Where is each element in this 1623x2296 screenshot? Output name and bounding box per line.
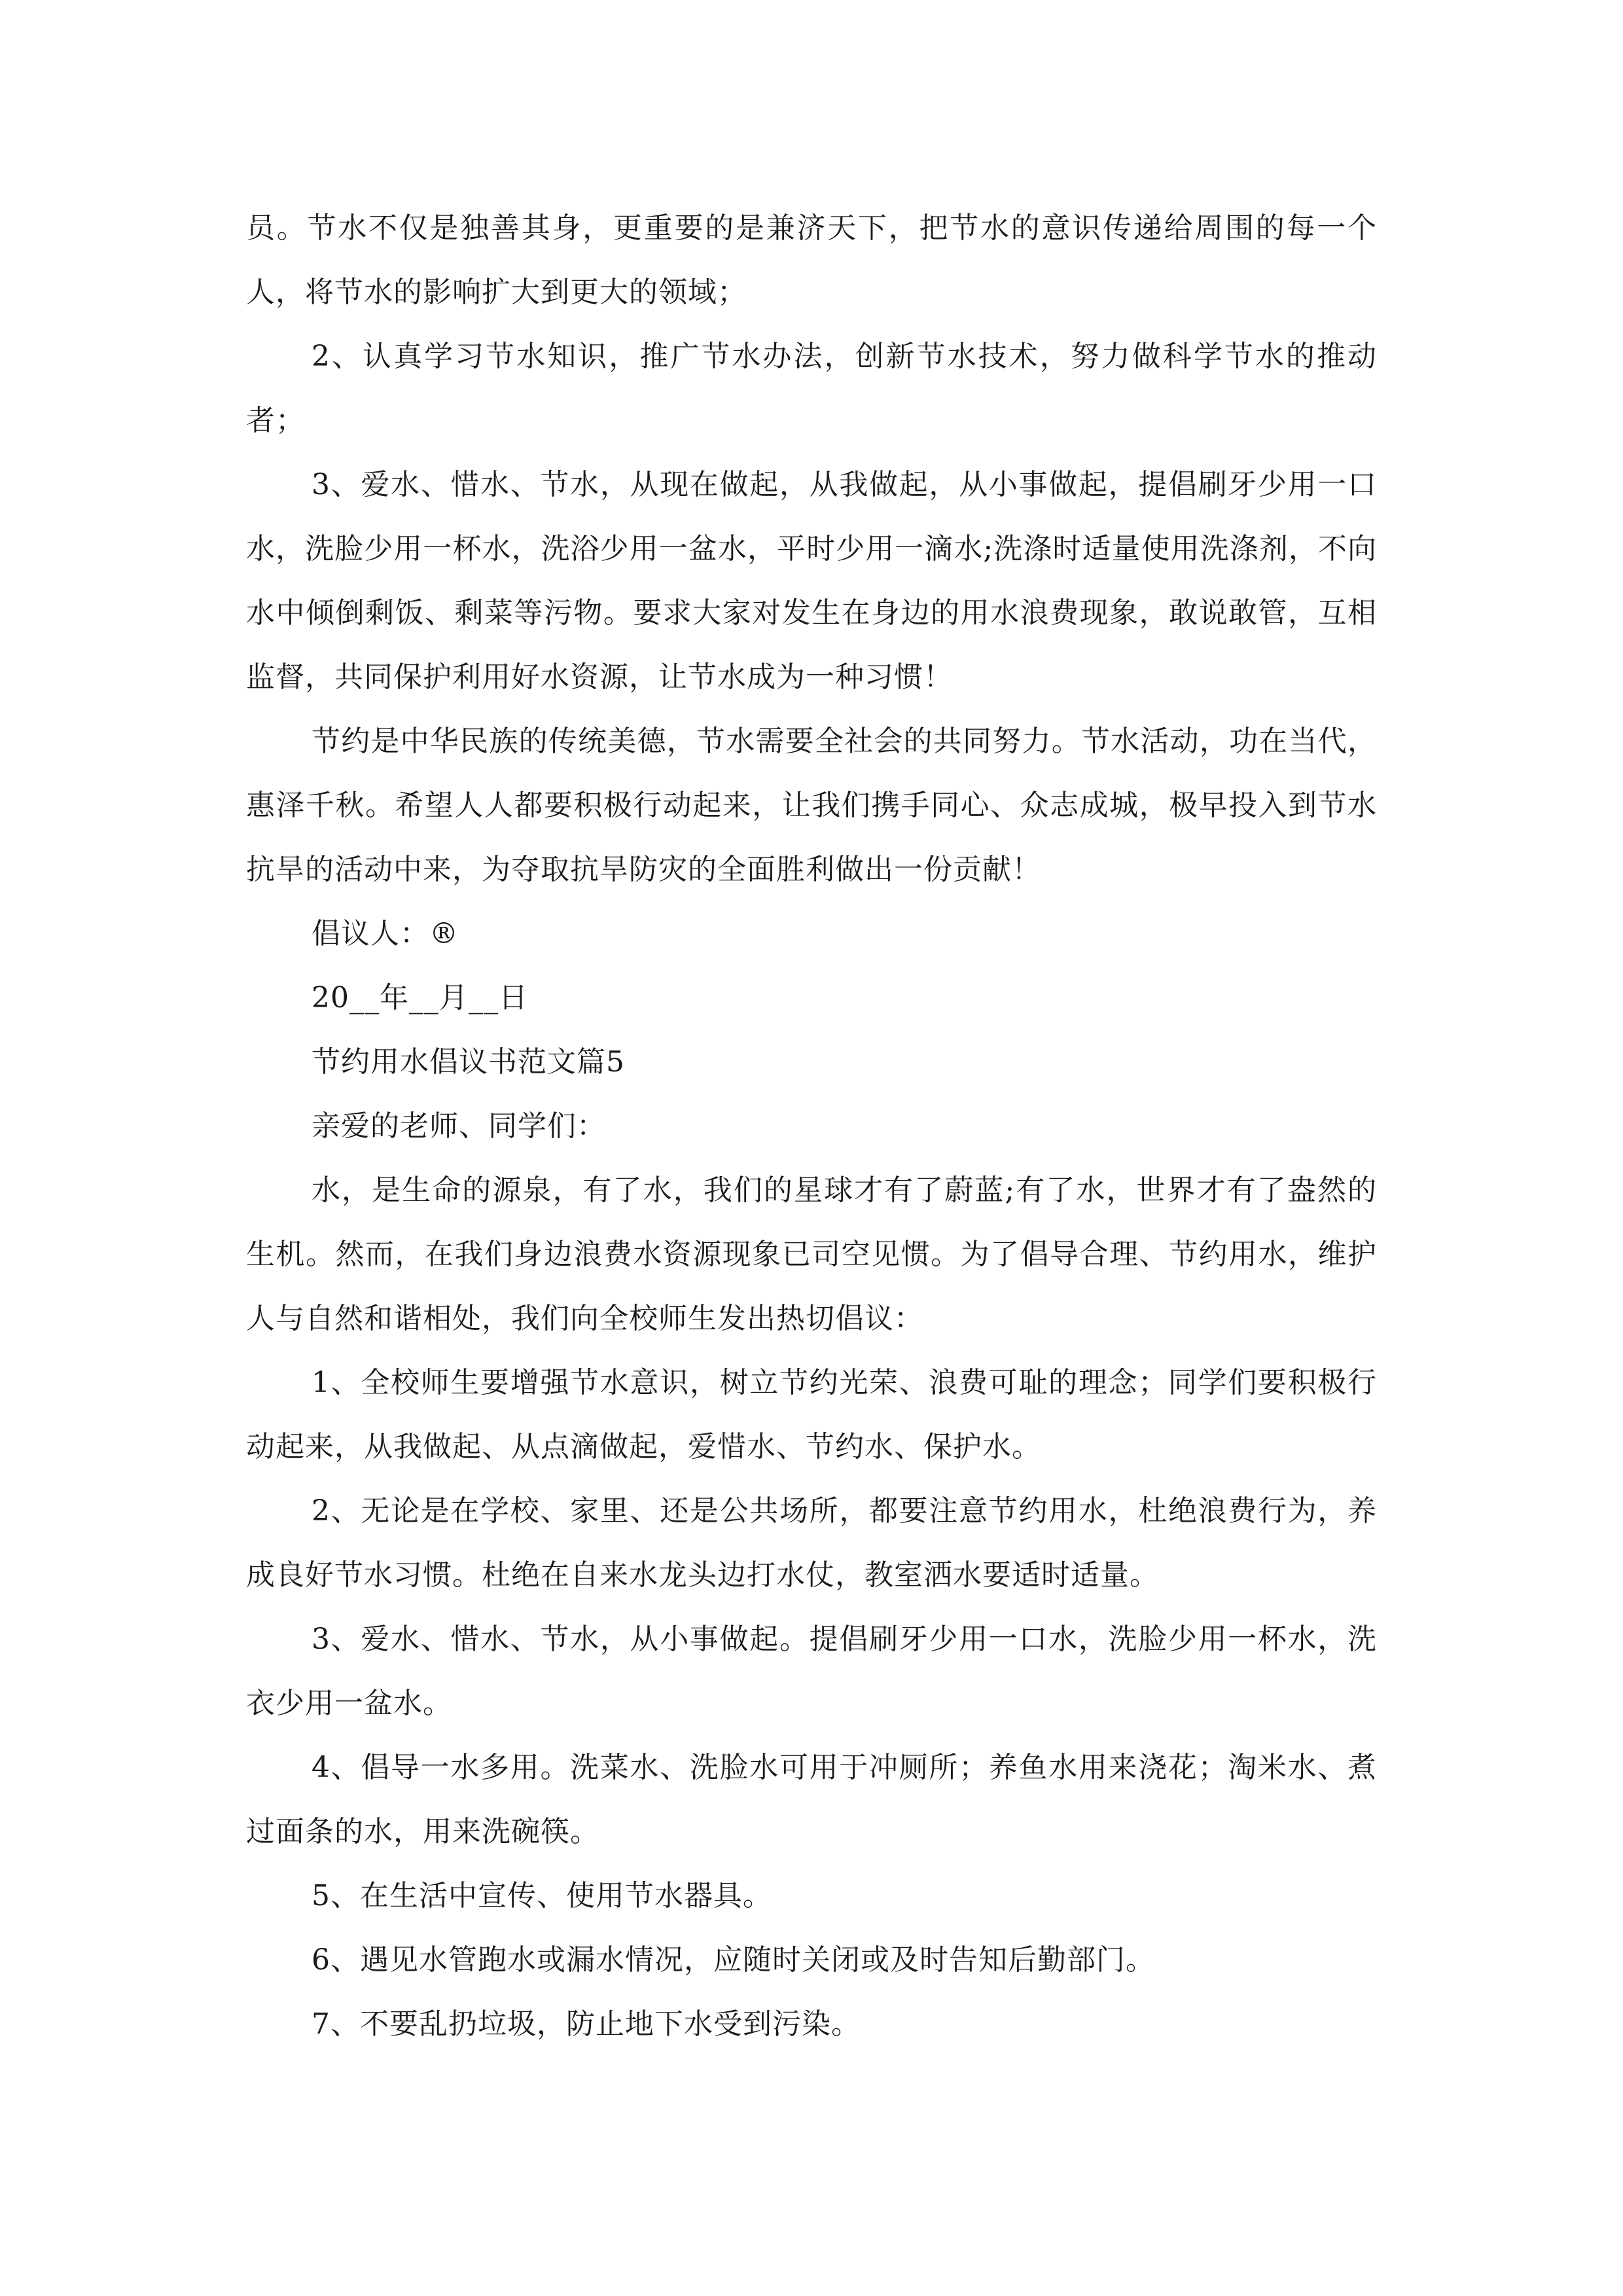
- paragraph-intro: 水，是生命的源泉，有了水，我们的星球才有了蔚蓝;有了水，世界才有了盎然的生机。然而，在我们身边浪费水资源现象已司空见惯。为了倡导合理、节约用水，维护人与自然和谐相处，我们向全校师生发出热切倡议：: [246, 1174, 1377, 1335]
- list-item-5: 5、在生活中宣传、使用节水器具。: [312, 1879, 772, 1912]
- paragraph-item-3: 3、爱水、惜水、节水，从现在做起，从我做起，从小事做起，提倡刷牙少用一口水，洗脸少用一杯水，洗浴少用一盆水，平时少用一滴水;洗涤时适量使用洗涤剂，不向水中倾倒剩饭、剩菜等污物。要求大家对发生在身边的用水浪费现象，敢说敢管，互相监督，共同保护利用好水资源，让节水成为一种习惯！: [246, 468, 1377, 694]
- date-line: 20__年__月__日: [312, 981, 528, 1014]
- document-page: [246, 196, 1377, 2056]
- list-item-4: 4、倡导一水多用。洗菜水、洗脸水可用于冲厕所；养鱼水用来浇花；淘米水、煮过面条的水，用来洗碗筷。: [246, 1751, 1377, 1848]
- list-item-6: 6、遇见水管跑水或漏水情况，应随时关闭或及时告知后勤部门。: [312, 1943, 1155, 1977]
- list-item-3: 3、爱水、惜水、节水，从小事做起。提倡刷牙少用一口水，洗脸少用一杯水，洗衣少用一盆水。: [246, 1623, 1377, 1720]
- signatory-line: 倡议人：®: [312, 917, 459, 950]
- paragraph-item-2: 2、认真学习节水知识，推广节水办法，创新节水技术，努力做科学节水的推动者；: [246, 340, 1377, 437]
- list-item-2: 2、无论是在学校、家里、还是公共场所，都要注意节约用水，杜绝浪费行为，养成良好节水习惯。杜绝在自来水龙头边打水仗，教室洒水要适时适量。: [246, 1494, 1377, 1592]
- paragraph-closing: 节约是中华民族的传统美德，节水需要全社会的共同努力。节水活动，功在当代，惠泽千秋。希望人人都要积极行动起来，让我们携手同心、众志成城，极早投入到节水抗旱的活动中来，为夺取抗旱防灾的全面胜利做出一份贡献！: [246, 725, 1377, 886]
- section-title: 节约用水倡议书范文篇5: [312, 1045, 625, 1079]
- list-item-7: 7、不要乱扔垃圾，防止地下水受到污染。: [312, 2007, 861, 2041]
- list-item-1: 1、全校师生要增强节水意识，树立节约光荣、浪费可耻的理念；同学们要积极行动起来，从我做起、从点滴做起，爱惜水、节约水、保护水。: [246, 1366, 1377, 1463]
- salutation: 亲爱的老师、同学们：: [312, 1109, 606, 1143]
- paragraph-continuation: 员。节水不仅是独善其身，更重要的是兼济天下，把节水的意识传递给周围的每一个人，将节水的影响扩大到更大的领域；: [246, 211, 1377, 309]
